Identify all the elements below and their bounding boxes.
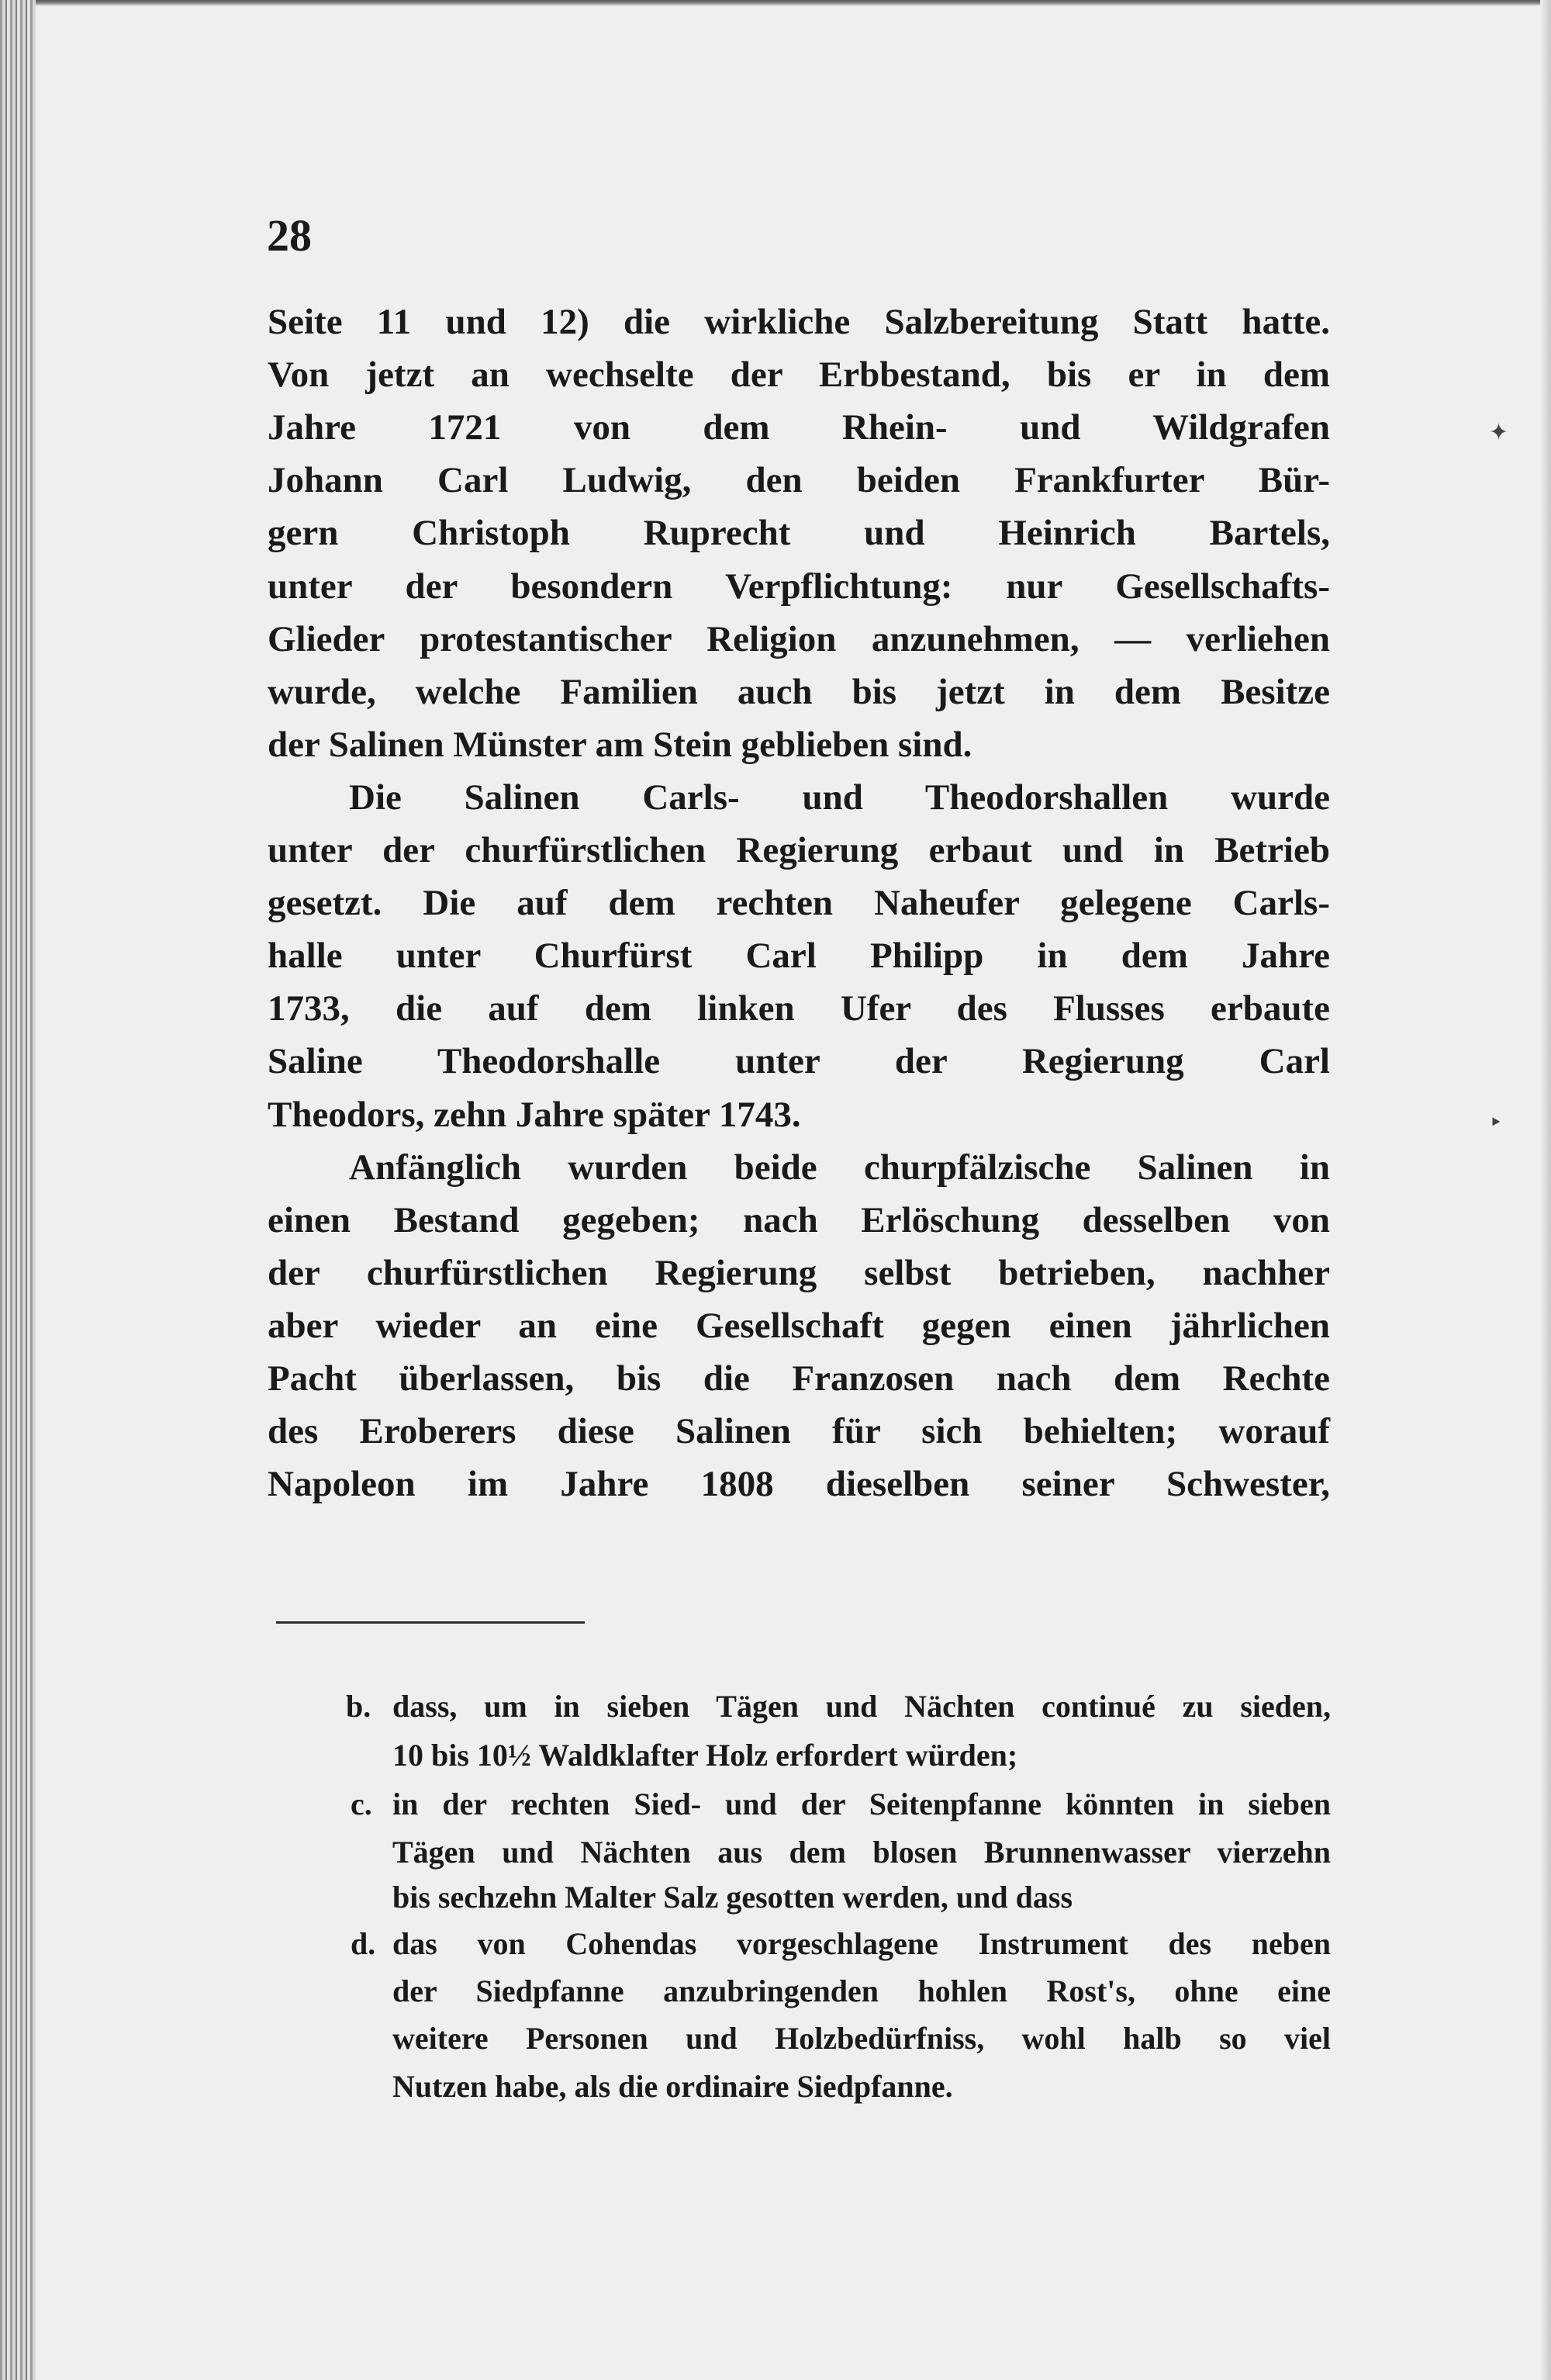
- footnote-line: Tägen und Nächten aus dem blosen Brunnenwasser vierzehn: [392, 1835, 1331, 1870]
- text-line: gesetzt. Die auf dem rechten Naheufer gelegene Carls-: [268, 883, 1330, 924]
- margin-mark: ‣: [1489, 1110, 1503, 1136]
- text-line: Anfänglich wurden beide churpfälzische Salinen in: [349, 1147, 1330, 1188]
- text-line: Napoleon im Jahre 1808 dieselben seiner Schwester,: [268, 1464, 1330, 1505]
- text-line: gern Christoph Ruprecht und Heinrich Bartels,: [268, 513, 1330, 554]
- text-line: aber wieder an eine Gesellschaft gegen einen jährlichen: [268, 1305, 1330, 1346]
- page-top-edge: [0, 0, 1551, 6]
- book-page-stack-edge: [0, 0, 36, 2380]
- text-line: Jahre 1721 von dem Rhein- und Wildgrafen: [268, 407, 1330, 448]
- text-line: der churfürstlichen Regierung selbst betrieben, nachher: [268, 1252, 1330, 1293]
- text-line: Die Salinen Carls- und Theodorshallen wurde: [349, 777, 1330, 818]
- footnote-line: der Siedpfanne anzubringenden hohlen Rost's, ohne eine: [392, 1974, 1331, 2008]
- text-line: Saline Theodorshalle unter der Regierung Carl: [268, 1041, 1330, 1082]
- page-number: 28: [267, 210, 312, 261]
- text-line: Pacht überlassen, bis die Franzosen nach dem Rechte: [268, 1358, 1330, 1399]
- footnote-label: d.: [351, 1926, 376, 1961]
- footnote-line: weitere Personen und Holzbedürfniss, wohl halb so viel: [392, 2021, 1331, 2056]
- footnote-line: bis sechzehn Malter Salz gesotten werden, und dass: [392, 1880, 1073, 1915]
- margin-mark: ✦: [1489, 420, 1509, 445]
- footnote-line: das von Cohendas vorgeschlagene Instrument des neben: [392, 1926, 1331, 1961]
- text-line: Johann Carl Ludwig, den beiden Frankfurter Bür-: [268, 460, 1330, 501]
- footnote-line: Nutzen habe, als die ordinaire Siedpfanne.: [392, 2069, 953, 2104]
- footnote-label: b.: [346, 1689, 371, 1724]
- text-line: 1733, die auf dem linken Ufer des Flusses erbaute: [268, 988, 1330, 1029]
- text-line: Glieder protestantischer Religion anzunehmen, — verliehen: [268, 618, 1330, 659]
- text-line: Von jetzt an wechselte der Erbbestand, bis er in dem: [268, 355, 1330, 396]
- footnote-line: 10 bis 10½ Waldklafter Holz erfordert würden;: [392, 1738, 1018, 1773]
- text-line: Theodors, zehn Jahre später 1743.: [268, 1094, 801, 1135]
- footnote-rule: [276, 1621, 585, 1624]
- text-line: wurde, welche Familien auch bis jetzt in dem Besitze: [268, 671, 1330, 712]
- text-line: einen Bestand gegeben; nach Erlöschung desselben von: [268, 1199, 1330, 1240]
- footnote-line: in der rechten Sied- und der Seitenpfanne könnten in sieben: [392, 1787, 1331, 1821]
- text-line: halle unter Churfürst Carl Philipp in dem Jahre: [268, 936, 1330, 977]
- page-right-edge: [1540, 0, 1551, 2380]
- text-line: des Eroberers diese Salinen für sich behielten; worauf: [268, 1411, 1330, 1452]
- footnote-line: dass, um in sieben Tägen und Nächten continué zu sieden,: [392, 1689, 1331, 1724]
- text-line: Seite 11 und 12) die wirkliche Salzbereitung Statt hatte.: [268, 302, 1330, 342]
- text-line: unter der churfürstlichen Regierung erbaut und in Betrieb: [268, 830, 1330, 870]
- footnote-label: c.: [351, 1787, 372, 1821]
- text-line: der Salinen Münster am Stein geblieben sind.: [268, 724, 972, 765]
- text-line: unter der besondern Verpflichtung: nur Gesellschafts-: [268, 566, 1330, 607]
